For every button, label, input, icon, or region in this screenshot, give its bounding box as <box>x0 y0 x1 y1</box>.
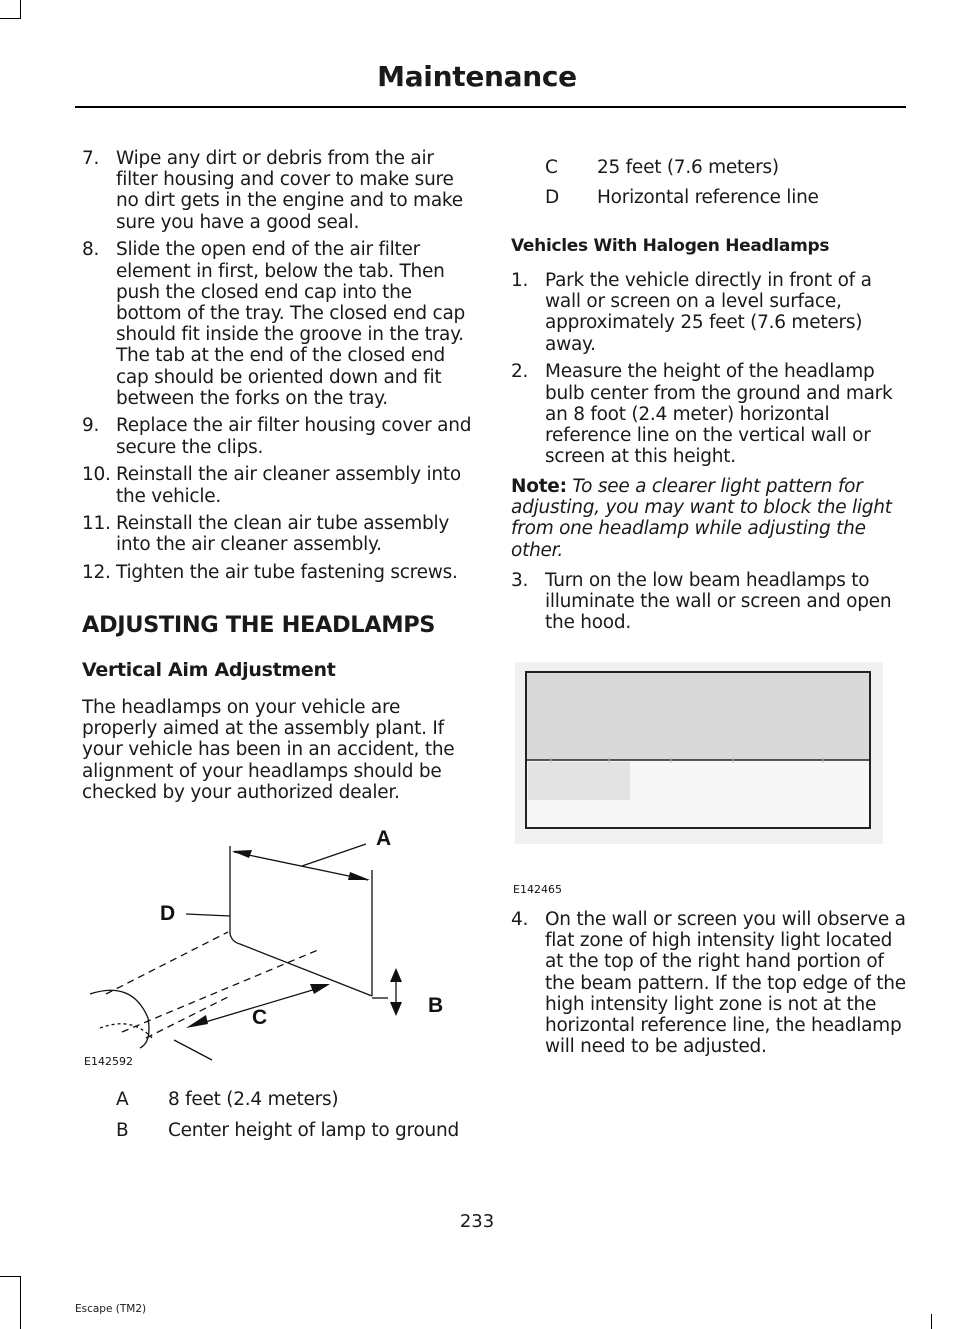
right-column-step-4 <box>511 909 906 1064</box>
footer-model: Escape (TM2) <box>75 1303 147 1315</box>
list-item-text: On the wall or screen you will observe a flat zone of high intensity light located at the top of the right hand portion of the beam pattern. If the top edge of the high intensity light zone is not at the horizontal reference line, the headlamp will need to be adjusted. <box>545 909 906 1058</box>
list-item-number: 7. <box>82 148 100 169</box>
list-item-number: 10. <box>82 464 111 486</box>
beam-line <box>122 950 318 1032</box>
legend-text: Center height of lamp to ground <box>168 1120 459 1141</box>
figure-id: E142465 <box>513 883 562 896</box>
note-paragraph <box>511 476 901 561</box>
list-item-text: Reinstall the air cleaner assembly into the vehicle. <box>116 464 461 507</box>
note-text: To see a clearer light pattern for adjusting, you may want to block the light from one headlamp while adjusting the other. <box>511 476 892 561</box>
legend-key: A <box>116 1089 129 1110</box>
list-item-number: 4. <box>511 909 529 930</box>
list-item-number: 12. <box>82 562 111 584</box>
legend-text: 25 feet (7.6 meters) <box>597 157 779 178</box>
list-item <box>82 415 477 457</box>
list-item <box>511 270 906 355</box>
label-c: C <box>252 1006 268 1029</box>
leader-a <box>302 844 366 866</box>
list-item-number: 3. <box>511 570 529 591</box>
screen-bottom-edge <box>230 934 372 996</box>
list-item <box>82 464 477 506</box>
list-item <box>511 570 906 634</box>
page-title: Maintenance <box>377 60 577 93</box>
list-item <box>511 361 906 467</box>
list-item-text: Turn on the low beam headlamps to illuminate the wall or screen and open the hood. <box>545 570 892 634</box>
legend-text: 8 feet (2.4 meters) <box>168 1089 339 1110</box>
legend-row <box>116 1089 128 1110</box>
list-item-number: 8. <box>82 239 100 261</box>
list-item <box>82 148 477 233</box>
beam-line <box>106 932 228 994</box>
right-column-step-3 <box>511 570 906 640</box>
beam-pattern-figure <box>511 660 887 900</box>
list-item <box>82 562 477 583</box>
legend-row <box>116 1120 128 1141</box>
arrowhead <box>348 872 370 880</box>
list-item <box>82 239 477 409</box>
legend-key: B <box>116 1120 129 1141</box>
list-item-text: Reinstall the clean air tube assembly into the air cleaner assembly. <box>116 513 450 556</box>
arrowhead <box>390 1002 402 1016</box>
intro-paragraph: The headlamps on your vehicle are properly aimed at the assembly plant. If your vehicle has been in an accident, the alignment of your headlamps should be checked by your authorized dealer. <box>82 697 455 803</box>
left-column <box>82 148 477 590</box>
leader-d <box>186 914 230 916</box>
headlamp-outline <box>90 990 149 1048</box>
list-item-text: Replace the air filter housing cover and secure the clips. <box>116 415 472 458</box>
legend-key: C <box>545 157 558 178</box>
crop-mark <box>931 1314 932 1329</box>
subsection-heading: Vertical Aim Adjustment <box>82 659 336 681</box>
header-divider <box>75 106 906 108</box>
halogen-heading: Vehicles With Halogen Headlamps <box>511 236 830 256</box>
list-item-text: Tighten the air tube fastening screws. <box>116 562 458 584</box>
list-item-number: 11. <box>82 513 111 535</box>
crop-mark <box>20 0 21 19</box>
list-item-text: Park the vehicle directly in front of a wall or screen on a level surface, approximately 25 feet (7.6 meters) away. <box>545 270 872 355</box>
list-item-number: 1. <box>511 270 529 291</box>
figure-id: E142592 <box>84 1055 133 1068</box>
list-item-text: Measure the height of the headlamp bulb center from the ground and mark an 8 foot (2.4 meter) horizontal reference line on the vertical wall or screen at this height. <box>545 361 893 468</box>
crop-mark <box>0 18 20 19</box>
section-heading: ADJUSTING THE HEADLAMPS <box>82 612 436 638</box>
headlamp-aim-diagram <box>82 822 472 1072</box>
list-item <box>511 909 906 1057</box>
arrowhead <box>310 984 330 994</box>
list-item-text: Slide the open end of the air filter element in first, below the tab. Then push the closed end cap into the bottom of the tray. The closed end cap should fit inside the groove in the tray. The tab at the end of the closed end cap should be oriented down and fit between the forks on the tray. <box>116 239 466 409</box>
dimension-a-line <box>234 852 368 880</box>
right-column-steps <box>511 270 906 474</box>
note-label: Note: <box>511 476 567 497</box>
label-a: A <box>376 827 392 850</box>
screen-upper-area <box>526 672 870 760</box>
list-item-number: 9. <box>82 415 100 437</box>
arrowhead <box>232 850 252 858</box>
arrowhead <box>390 968 402 982</box>
list-item-text: Wipe any dirt or debris from the air filter housing and cover to make sure no dirt gets in the engine and to make sure you have a good seal. <box>116 148 463 233</box>
crop-mark <box>0 1276 20 1277</box>
legend-text: Horizontal reference line <box>597 187 819 208</box>
legend-key: D <box>545 187 559 208</box>
list-item-number: 2. <box>511 361 529 383</box>
label-b: B <box>428 994 444 1017</box>
crop-mark <box>20 1314 21 1329</box>
label-d: D <box>160 902 176 925</box>
leader-c <box>174 1040 212 1060</box>
page-number: 233 <box>459 1211 495 1232</box>
high-intensity-zone <box>528 762 630 800</box>
list-item <box>82 513 477 555</box>
